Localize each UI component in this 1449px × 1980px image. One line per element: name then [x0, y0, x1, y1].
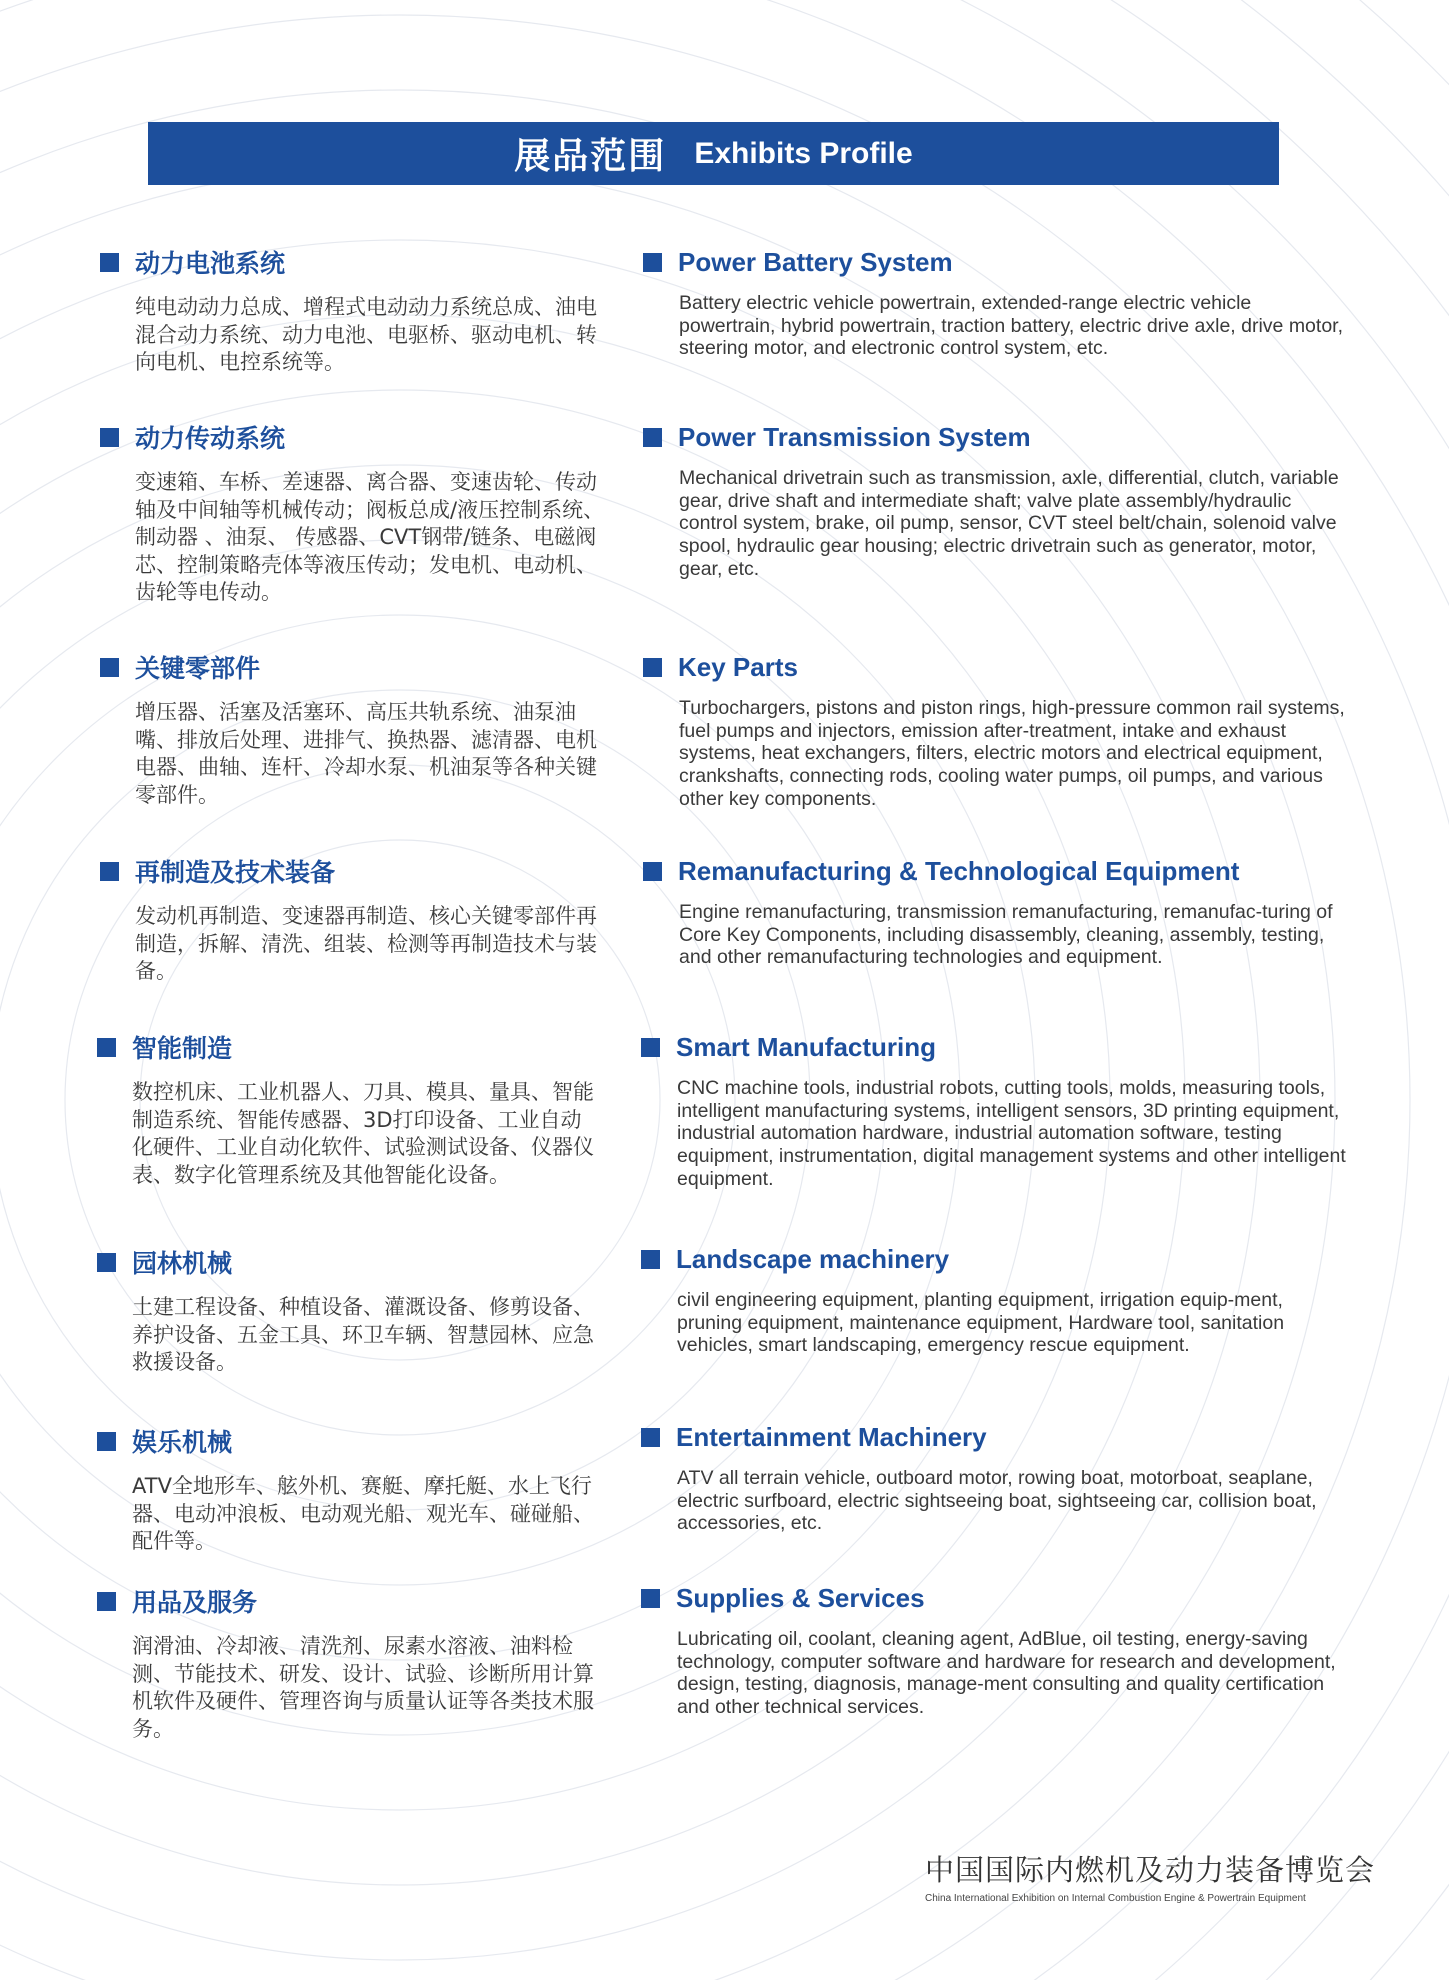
square-bullet-icon — [97, 1592, 116, 1611]
section-text-en: Engine remanufacturing, transmission remanufacturing, remanufac-turing of Core Key Components, including disassembly, cleaning, assembly, testing, and other remanufacturing technologies and equipment. — [679, 901, 1333, 969]
section-text-en: ATV all terrain vehicle, outboard motor, rowing boat, motorboat, seaplane, electric surfboard, electric sightseeing boat, sightseeing car, collision boat, accessories, etc. — [677, 1467, 1317, 1535]
section-power-transmission-en — [643, 422, 1349, 581]
square-bullet-icon — [643, 253, 662, 272]
section-text-cn: 增压器、活塞及活塞环、高压共轨系统、油泵油嘴、排放后处理、进排气、换热器、滤清器、电机电器、曲轴、连杆、冷却水泵、机油泵等各种关键零部件。 — [135, 700, 597, 807]
section-text-cn: 润滑油、冷却液、清洗剂、尿素水溶液、油料检测、节能技术、研发、设计、试验、诊断所用计算机软件及硬件、管理咨询与质量认证等各类技术服务。 — [132, 1634, 594, 1741]
square-bullet-icon — [100, 428, 119, 447]
square-bullet-icon — [100, 658, 119, 677]
section-text-cn: ATV全地形车、舷外机、赛艇、摩托艇、水上飞行器、电动冲浪板、电动观光船、观光车、碰碰船、配件等。 — [132, 1474, 594, 1553]
section-text-en: Turbochargers, pistons and piston rings, high-pressure common rail systems, fuel pumps and injectors, emission after-treatment, intake and exhaust systems, heat exchangers, filters, electric motors and electrical equipment, crankshafts, connecting rods, cooling water pumps, oil pumps, and various other key components. — [679, 697, 1345, 810]
square-bullet-icon — [641, 1038, 660, 1057]
section-power-transmission-cn — [100, 419, 605, 607]
section-text-en: Battery electric vehicle powertrain, extended-range electric vehicle powertrain, hybrid powertrain, traction battery, electric drive axle, drive motor, steering motor, and electronic control system, etc. — [679, 292, 1343, 360]
square-bullet-icon — [643, 428, 662, 447]
section-title-cn: 动力电池系统 — [135, 249, 286, 278]
section-title-en: Entertainment Machinery — [676, 1422, 987, 1452]
section-title-en: Supplies & Services — [676, 1583, 925, 1613]
section-text-cn: 数控机床、工业机器人、刀具、模具、量具、智能制造系统、智能传感器、3D打印设备、工业自动化硬件、工业自动化软件、试验测试设备、仪器仪表、数字化管理系统及其他智能化设备。 — [132, 1080, 594, 1187]
section-smart-manufacturing-cn — [97, 1029, 602, 1189]
section-power-battery-en — [643, 247, 1349, 360]
section-text-en: CNC machine tools, industrial robots, cutting tools, molds, measuring tools, intelligent manufacturing systems, intelligent sensors, 3D printing equipment, industrial automation hardware, industrial automation software, testing equipment, instrumentation, digital management systems and other intelligent equipment. — [677, 1077, 1346, 1190]
section-text-en: Lubricating oil, coolant, cleaning agent, AdBlue, oil testing, energy-saving technology, computer software and hardware for research and development, design, testing, diagnosis, manage-ment consulting and quality certification and other technical services. — [677, 1628, 1336, 1719]
square-bullet-icon — [97, 1253, 116, 1272]
section-text-cn: 纯电动动力总成、增程式电动动力系统总成、油电混合动力系统、动力电池、电驱桥、驱动电机、转向电机、电控系统等。 — [135, 295, 597, 374]
section-remanufacturing-en — [643, 856, 1349, 969]
organizer-name-en: China International Exhibition on Internal Combustion Engine & Powertrain Equipment — [925, 1893, 1306, 1904]
section-title-cn: 关键零部件 — [135, 654, 261, 683]
section-title-en: Power Transmission System — [678, 422, 1031, 452]
section-key-parts-cn — [100, 649, 605, 809]
section-title-en: Key Parts — [678, 652, 798, 682]
square-bullet-icon — [97, 1432, 116, 1451]
section-title-en: Smart Manufacturing — [676, 1032, 937, 1062]
title-english: Exhibits Profile — [694, 136, 913, 170]
section-entertainment-machinery-cn — [97, 1423, 602, 1556]
section-remanufacturing-cn — [100, 853, 605, 986]
section-title-cn: 智能制造 — [132, 1034, 233, 1063]
section-supplies-services-cn — [97, 1583, 602, 1743]
section-title-cn: 再制造及技术装备 — [135, 858, 336, 887]
section-title-cn: 动力传动系统 — [135, 424, 286, 453]
section-text-en: civil engineering equipment, planting equipment, irrigation equip-ment, pruning equipment, maintenance equipment, Hardware tool, sanitation vehicles, smart landscaping, emergency rescue equipment. — [677, 1289, 1285, 1357]
square-bullet-icon — [641, 1250, 660, 1269]
title-banner — [148, 122, 1279, 185]
section-title-cn: 娱乐机械 — [132, 1428, 233, 1457]
section-landscape-machinery-en — [641, 1244, 1347, 1357]
footer-organizer — [925, 1848, 1376, 1904]
section-supplies-services-en — [641, 1583, 1347, 1719]
section-entertainment-machinery-en — [641, 1422, 1347, 1535]
square-bullet-icon — [643, 658, 662, 677]
section-title-cn: 用品及服务 — [132, 1588, 258, 1617]
section-text-en: Mechanical drivetrain such as transmission, axle, differential, clutch, variable gear, drive shaft and intermediate shaft; valve plate assembly/hydraulic control system, brake, oil pump, sensor, CVT steel belt/chain, solenoid valve spool, hydraulic gear housing; electric drivetrain such as generator, motor, gear, etc. — [679, 467, 1339, 580]
section-landscape-machinery-cn — [97, 1244, 602, 1377]
section-key-parts-en — [643, 652, 1349, 811]
section-title-en: Landscape machinery — [676, 1244, 950, 1274]
square-bullet-icon — [100, 253, 119, 272]
square-bullet-icon — [643, 862, 662, 881]
square-bullet-icon — [641, 1589, 660, 1608]
section-smart-manufacturing-en — [641, 1032, 1347, 1191]
organizer-name-cn: 中国国际内燃机及动力装备博览会 — [925, 1853, 1376, 1887]
square-bullet-icon — [97, 1038, 116, 1057]
title-chinese: 展品范围 — [514, 136, 667, 177]
square-bullet-icon — [100, 862, 119, 881]
square-bullet-icon — [641, 1428, 660, 1447]
section-text-cn: 发动机再制造、变速器再制造、核心关键零部件再制造，拆解、清洗、组装、检测等再制造技术与装备。 — [135, 904, 597, 983]
section-title-en: Remanufacturing & Technological Equipment — [678, 856, 1240, 886]
section-text-cn: 变速箱、车桥、差速器、离合器、变速齿轮、传动轴及中间轴等机械传动；阀板总成/液压控制系统、制动器 、油泵、 传感器、CVT钢带/链条、电磁阀芯、控制策略壳体等液压传动；发电机、电动机、齿轮等电传动。 — [135, 470, 605, 604]
section-title-en: Power Battery System — [678, 247, 953, 277]
section-title-cn: 园林机械 — [132, 1249, 233, 1278]
section-text-cn: 土建工程设备、种植设备、灌溉设备、修剪设备、养护设备、五金工具、环卫车辆、智慧园林、应急救援设备。 — [132, 1295, 594, 1374]
section-power-battery-cn — [100, 244, 605, 377]
